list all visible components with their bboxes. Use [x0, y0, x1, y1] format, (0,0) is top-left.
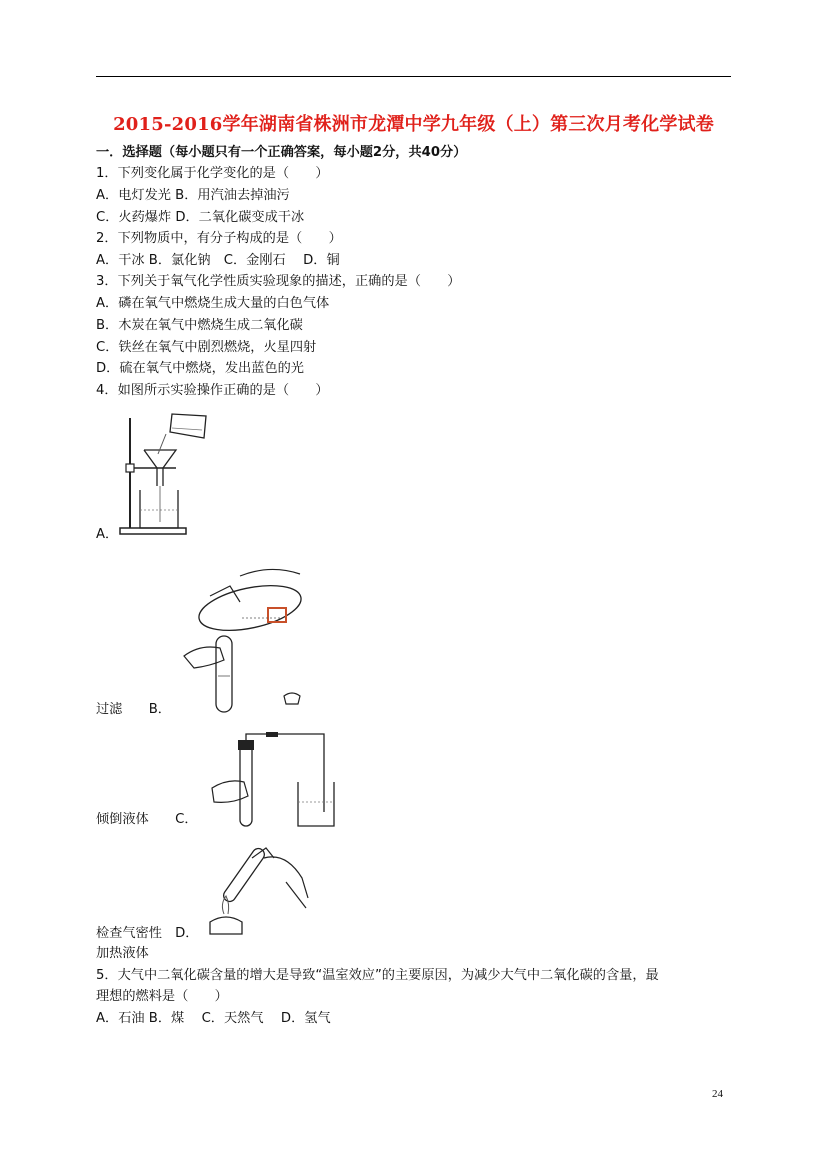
q1-options-cd: C．火药爆炸 D．二氧化碳变成干冰: [96, 210, 305, 225]
q4-label-d: 检查气密性 D．: [96, 926, 199, 941]
q3-option-b: B．木炭在氧气中燃烧生成二氧化碳: [96, 318, 303, 333]
figure-filtration: [118, 410, 218, 540]
q4-label-b: 过滤 B．: [96, 702, 171, 717]
q5-options: A．石油 B．煤 C．天然气 D．氢气: [96, 1011, 331, 1026]
q2-options: A．干冰 B．氯化钠 C．金刚石 D．铜: [96, 253, 340, 268]
q4-label-a: A．: [96, 527, 119, 542]
q4-label-c: 倾倒液体 C．: [96, 812, 198, 827]
figure-airtightness-check: [206, 732, 342, 830]
page-number: 24: [712, 1088, 723, 1100]
q3-option-d: D．硫在氧气中燃烧，发出蓝色的光: [96, 361, 304, 376]
q4-stem: 4．如图所示实验操作正确的是（ ）: [96, 383, 329, 398]
figure-pouring-liquid: [180, 556, 330, 718]
section-heading: 一．选择题（每小题只有一个正确答案，每小题2分，共40分）: [96, 145, 467, 160]
q3-option-c: C．铁丝在氧气中剧烈燃烧，火星四射: [96, 340, 317, 355]
q5-stem-line1: 5．大气中二氧化碳含量的增大是导致“温室效应”的主要原因，为减少大气中二氧化碳的含量，最: [96, 968, 659, 983]
q5-stem-line2: 理想的燃料是（ ）: [96, 989, 228, 1004]
q1-stem: 1．下列变化属于化学变化的是（ ）: [96, 166, 329, 181]
figure-heating-liquid: [202, 838, 314, 942]
exam-title: 2015-2016学年湖南省株洲市龙潭中学九年级（上）第三次月考化学试卷: [113, 114, 714, 135]
q3-stem: 3．下列关于氧气化学性质实验现象的描述，正确的是（ ）: [96, 274, 461, 289]
q1-options-ab: A．电灯发光 B．用汽油去掉油污: [96, 188, 290, 203]
q3-option-a: A．磷在氧气中燃烧生成大量的白色气体: [96, 296, 330, 311]
q4-label-d-caption: 加热液体: [96, 946, 149, 961]
q2-stem: 2．下列物质中，有分子构成的是（ ）: [96, 231, 342, 246]
header-rule: [96, 76, 731, 77]
